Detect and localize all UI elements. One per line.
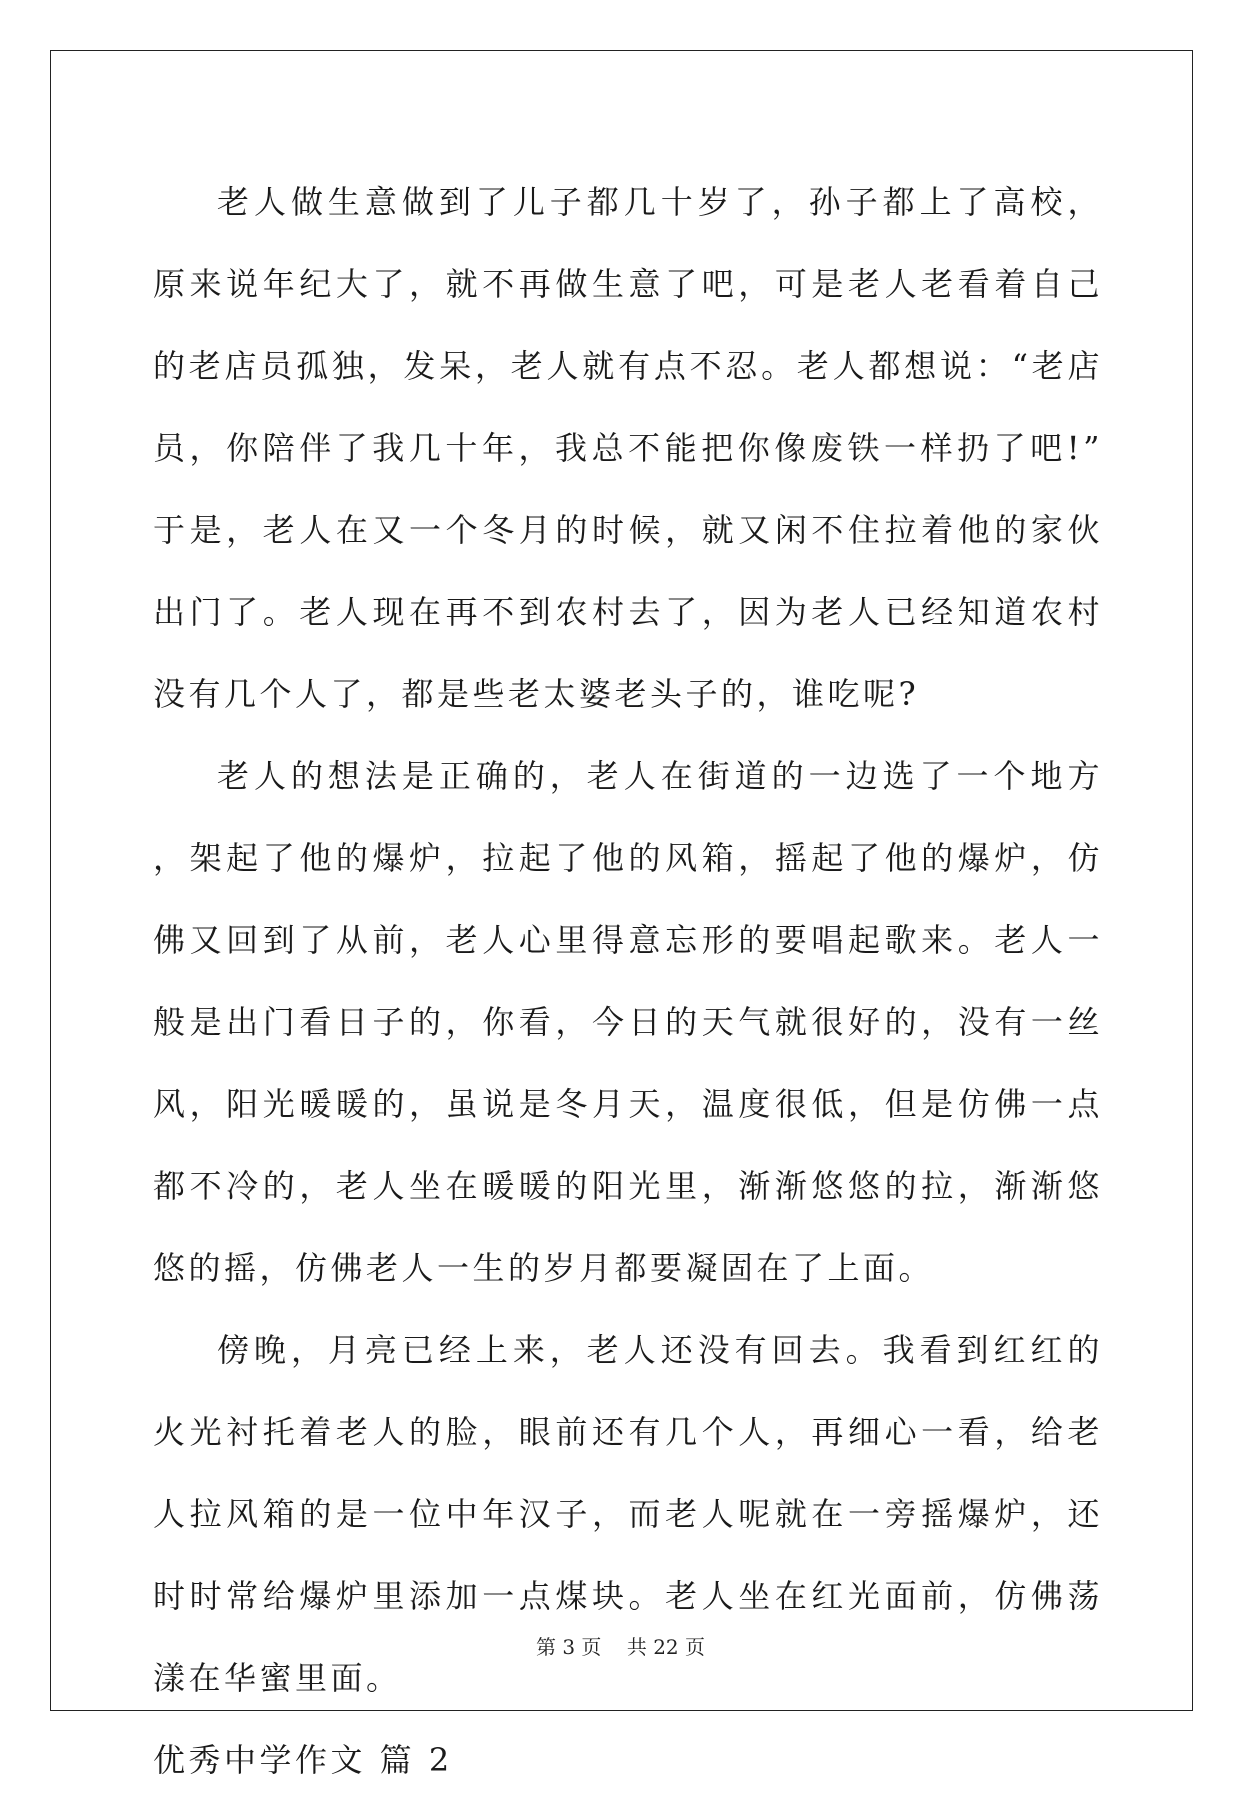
page-number-footer: 第 3 页 共 22 页 — [535, 1635, 706, 1659]
paragraph-2: 老人的想法是正确的，老人在街道的一边选了一个地方，架起了他的爆炉，拉起了他的风箱，摇起了他的爆炉，仿佛又回到了从前，老人心里得意忘形的要唱起歌来。老人一般是出门看日子的，你看，今日的天气就很好的，没有一丝风，阳光暖暖的，虽说是冬月天，温度很低，但是仿佛一点都不冷的，老人坐在暖暖的阳光里，渐渐悠悠的拉，渐渐悠悠的摇，仿佛老人一生的岁月都要凝固在了上面。 — [153, 757, 1103, 1287]
document-body — [153, 161, 1103, 1801]
section-heading: 优秀中学作文 篇 2 — [153, 1741, 453, 1779]
paragraph-3: 傍晚，月亮已经上来，老人还没有回去。我看到红红的火光衬托着老人的脸，眼前还有几个人，再细心一看，给老人拉风箱的是一位中年汉子，而老人呢就在一旁摇爆炉，还时时常给爆炉里添加一点煤块。老人坐在红光面前，仿佛荡漾在华蜜里面。 — [153, 1331, 1103, 1697]
paragraph-1: 老人做生意做到了儿子都几十岁了，孙子都上了高校，原来说年纪大了，就不再做生意了吧，可是老人老看着自己的老店员孤独，发呆，老人就有点不忍。老人都想说：“老店员，你陪伴了我几十年，我总不能把你像废铁一样扔了吧!”于是，老人在又一个冬月的时候，就又闲不住拉着他的家伙出门了。老人现在再不到农村去了，因为老人已经知道农村没有几个人了，都是些老太婆老头子的，谁吃呢? — [153, 183, 1103, 713]
